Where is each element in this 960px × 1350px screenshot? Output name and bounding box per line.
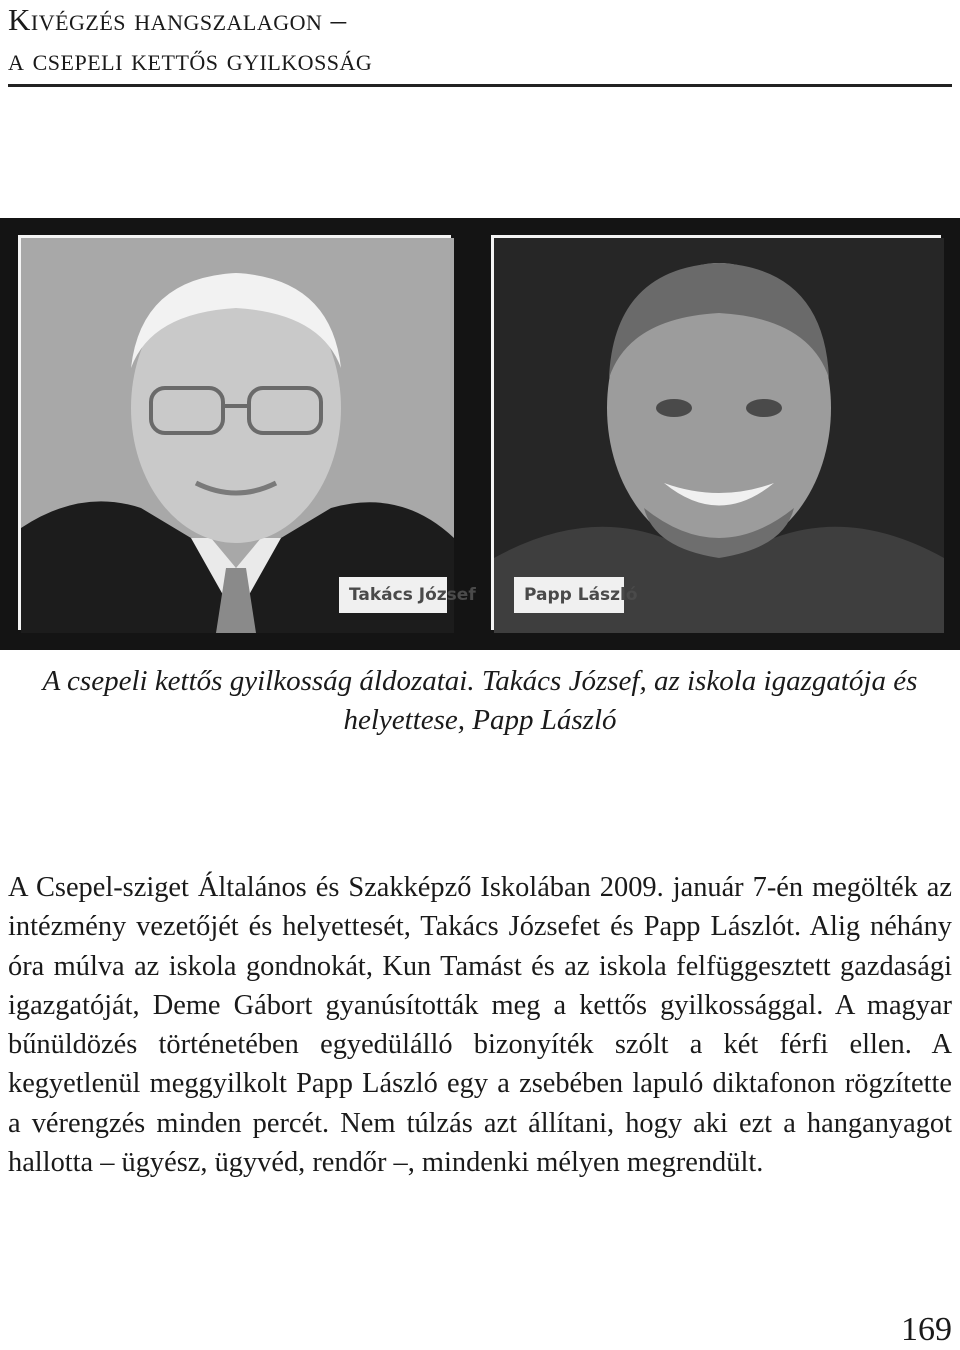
portrait-older-man <box>21 238 454 633</box>
photo-takacs-jozsef <box>18 235 476 630</box>
name-label-takacs: Takács József <box>339 577 447 613</box>
portrait-younger-man <box>494 238 944 633</box>
name-label-papp: Papp László <box>514 577 624 613</box>
chapter-header <box>8 0 952 87</box>
photo-caption: A csepeli kettős gyilkosság áldozatai. Takács József, az iskola igazgatója és helyettese, Papp László <box>42 665 918 736</box>
chapter-title-line-1: Kivégzés hangszalagon – <box>8 2 347 37</box>
photo-papp-laszlo <box>491 235 941 630</box>
body-paragraph: A Csepel-sziget Általános és Szakképző Iskolában 2009. január 7-én megölték az intézmény vezetőjét és helyettesét, Takács Józsefet és Papp Lászlót. Alig néhány óra múlva az iskola gondnokát, Kun Tamást és az iskola felfüggesztett gazdasági igazgatóját, Deme Gábort gyanúsították meg a kettős gyilkossággal. A magyar bűnüldözés történetében egyedülálló bizonyíték szólt a két férfi ellen. A kegyetlenül meggyilkolt Papp László egy a zsebében lapuló diktafonon rögzítette a vérengzés minden percét. Nem túlzás azt állítani, hogy aki ezt a hanganyagot hallotta – ügyész, ügyvéd, rendőr –, mindenki mélyen megrendült. <box>8 872 952 1179</box>
chapter-title-line-2: a csepeli kettős gyilkosság <box>8 42 373 77</box>
page-number: 169 <box>901 1311 952 1348</box>
victims-photo-frame <box>0 218 960 650</box>
